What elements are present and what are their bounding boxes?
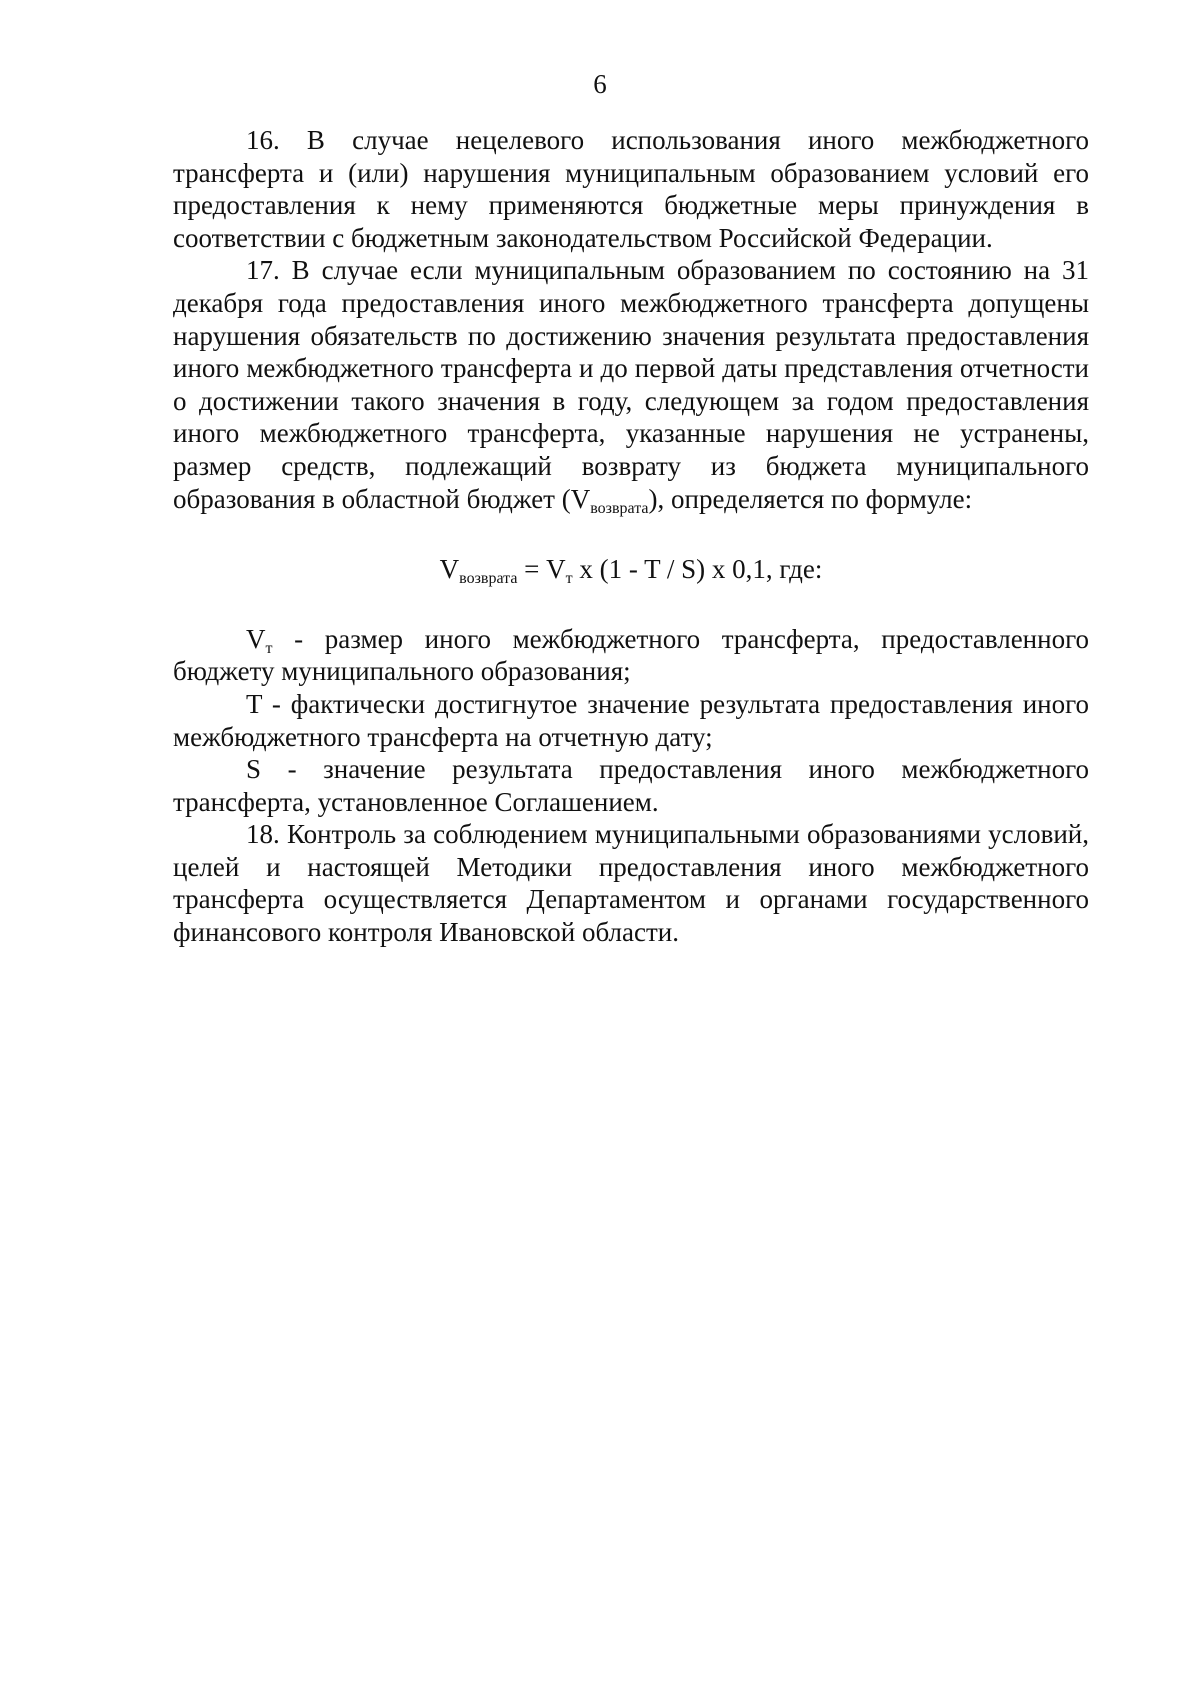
- return-formula: [173, 553, 1089, 586]
- page-number: 6: [593, 69, 607, 99]
- definition-vt: [173, 623, 1089, 688]
- document-body: [173, 124, 1089, 949]
- definition-vt-text: - размер иного межбюджетного трансферта, предоставленного бюджету муниципального образования;: [173, 623, 1089, 687]
- paragraph-17-text: 17. В случае если муниципальным образованием по состоянию на 31 декабря года предоставления иного межбюджетного трансферта допущены нарушения обязательств по достижению значения результата предоставления иного межбюджетного трансферта и до первой даты представления отчетности о достижении такого значения в году, следующем за годом предоставления иного межбюджетного трансферта, указанные нарушения не устранены, размер средств, подлежащий возврату из бюджета муниципального образования в областной бюджет (V: [173, 255, 1089, 514]
- formula-vt-subscript: т: [565, 570, 573, 588]
- definition-s: S - значение результата предоставления иного межбюджетного трансферта, установленное Соглашением.: [173, 754, 1089, 817]
- definition-vt-symbol: V: [246, 623, 266, 654]
- formula-v: V: [439, 554, 460, 585]
- formula-equals: = V: [517, 554, 566, 585]
- formula-v-subscript: возврата: [459, 570, 518, 588]
- paragraph-16: 16. В случае нецелевого использования иного межбюджетного трансферта и (или) нарушения муниципальным образованием условий его предоставления к нему применяются бюджетные меры принуждения в соответствии с бюджетным законодательством Российской Федерации.: [173, 125, 1089, 253]
- paragraph-17-text-end: ), определяется по формуле:: [648, 483, 973, 514]
- definition-vt-subscript: т: [265, 639, 273, 657]
- definition-t: T - фактически достигнутое значение результата предоставления иного межбюджетного трансферта на отчетную дату;: [173, 688, 1089, 752]
- paragraph-18: 18. Контроль за соблюдением муниципальными образованиями условий, целей и настоящей Методики предоставления иного межбюджетного трансферта осуществляется Департаментом и органами государственного финансового контроля Ивановской области.: [173, 819, 1089, 948]
- paragraph-17: [173, 254, 1089, 515]
- paragraph-17-subscript: возврата: [590, 499, 649, 517]
- formula-rest: x (1 - T / S) x 0,1, где:: [572, 554, 823, 585]
